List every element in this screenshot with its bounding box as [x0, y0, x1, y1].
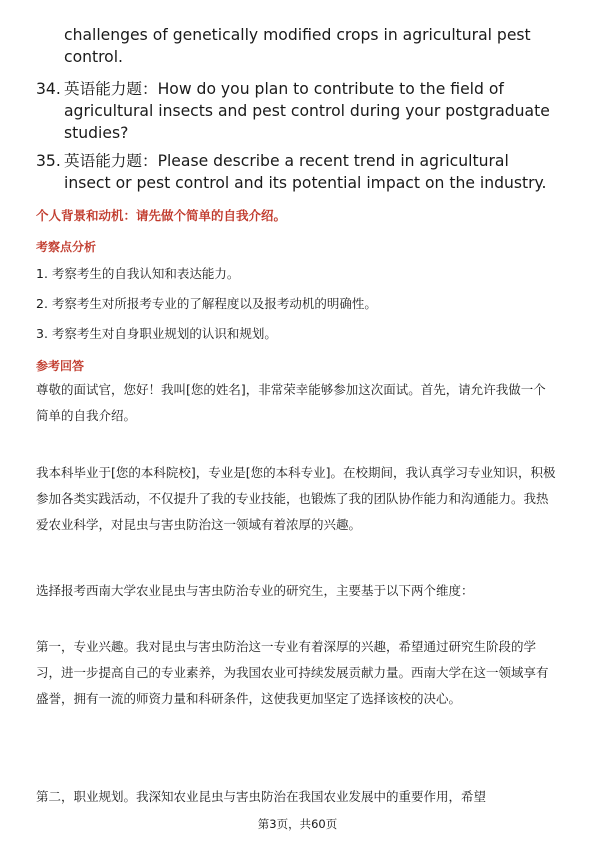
question-34: [36, 78, 556, 144]
question-text: 英语能力题：How do you plan to contribute to the field of agricultural insects and pest control during your postgraduate studies?: [64, 80, 550, 142]
answer-paragraph: 选择报考西南大学农业昆虫与害虫防治专业的研究生，主要基于以下两个维度：: [36, 583, 474, 598]
analysis-item: 3. 考察考生对自身职业规划的认识和规划。: [36, 326, 277, 341]
analysis-title: 考察点分析: [36, 240, 97, 254]
answer-paragraph: 尊敬的面试官，您好！我叫[您的姓名]，非常荣幸能够参加这次面试。首先，请允许我做一个简单的自我介绍。: [36, 382, 546, 423]
question-number: 34.: [36, 80, 61, 98]
analysis-item: 2. 考察考生对所报考专业的了解程度以及报考动机的明确性。: [36, 296, 377, 311]
question-35: [36, 150, 556, 194]
answer-paragraph: 第二，职业规划。我深知农业昆虫与害虫防治在我国农业发展中的重要作用，希望: [36, 789, 487, 804]
answer-paragraph: 第一，专业兴趣。我对昆虫与害虫防治这一专业有着深厚的兴趣，希望通过研究生阶段的学习，进一步提高自己的专业素养，为我国农业可持续发展贡献力量。西南大学在这一领域享有盛誉，拥有一流的师资力量和科研条件，这使我更加坚定了选择该校的决心。: [36, 639, 549, 706]
section-title: 个人背景和动机：请先做个简单的自我介绍。: [36, 208, 287, 223]
page-footer: 第3页，共60页: [257, 817, 338, 831]
question-text: 英语能力题：Please describe a recent trend in agricultural insect or pest control and its potential impact on the industry.: [64, 152, 547, 192]
answer-title: 参考回答: [36, 359, 85, 373]
question-continuation: challenges of genetically modified crops in agricultural pest control.: [64, 26, 531, 66]
answer-paragraph: 我本科毕业于[您的本科院校]，专业是[您的本科专业]。在校期间，我认真学习专业知识，积极参加各类实践活动，不仅提升了我的专业技能，也锻炼了我的团队协作能力和沟通能力。我热爱农业科学，对昆虫与害虫防治这一领域有着浓厚的兴趣。: [36, 465, 556, 532]
question-number: 35.: [36, 152, 61, 170]
analysis-item: 1. 考察考生的自我认知和表达能力。: [36, 266, 240, 281]
